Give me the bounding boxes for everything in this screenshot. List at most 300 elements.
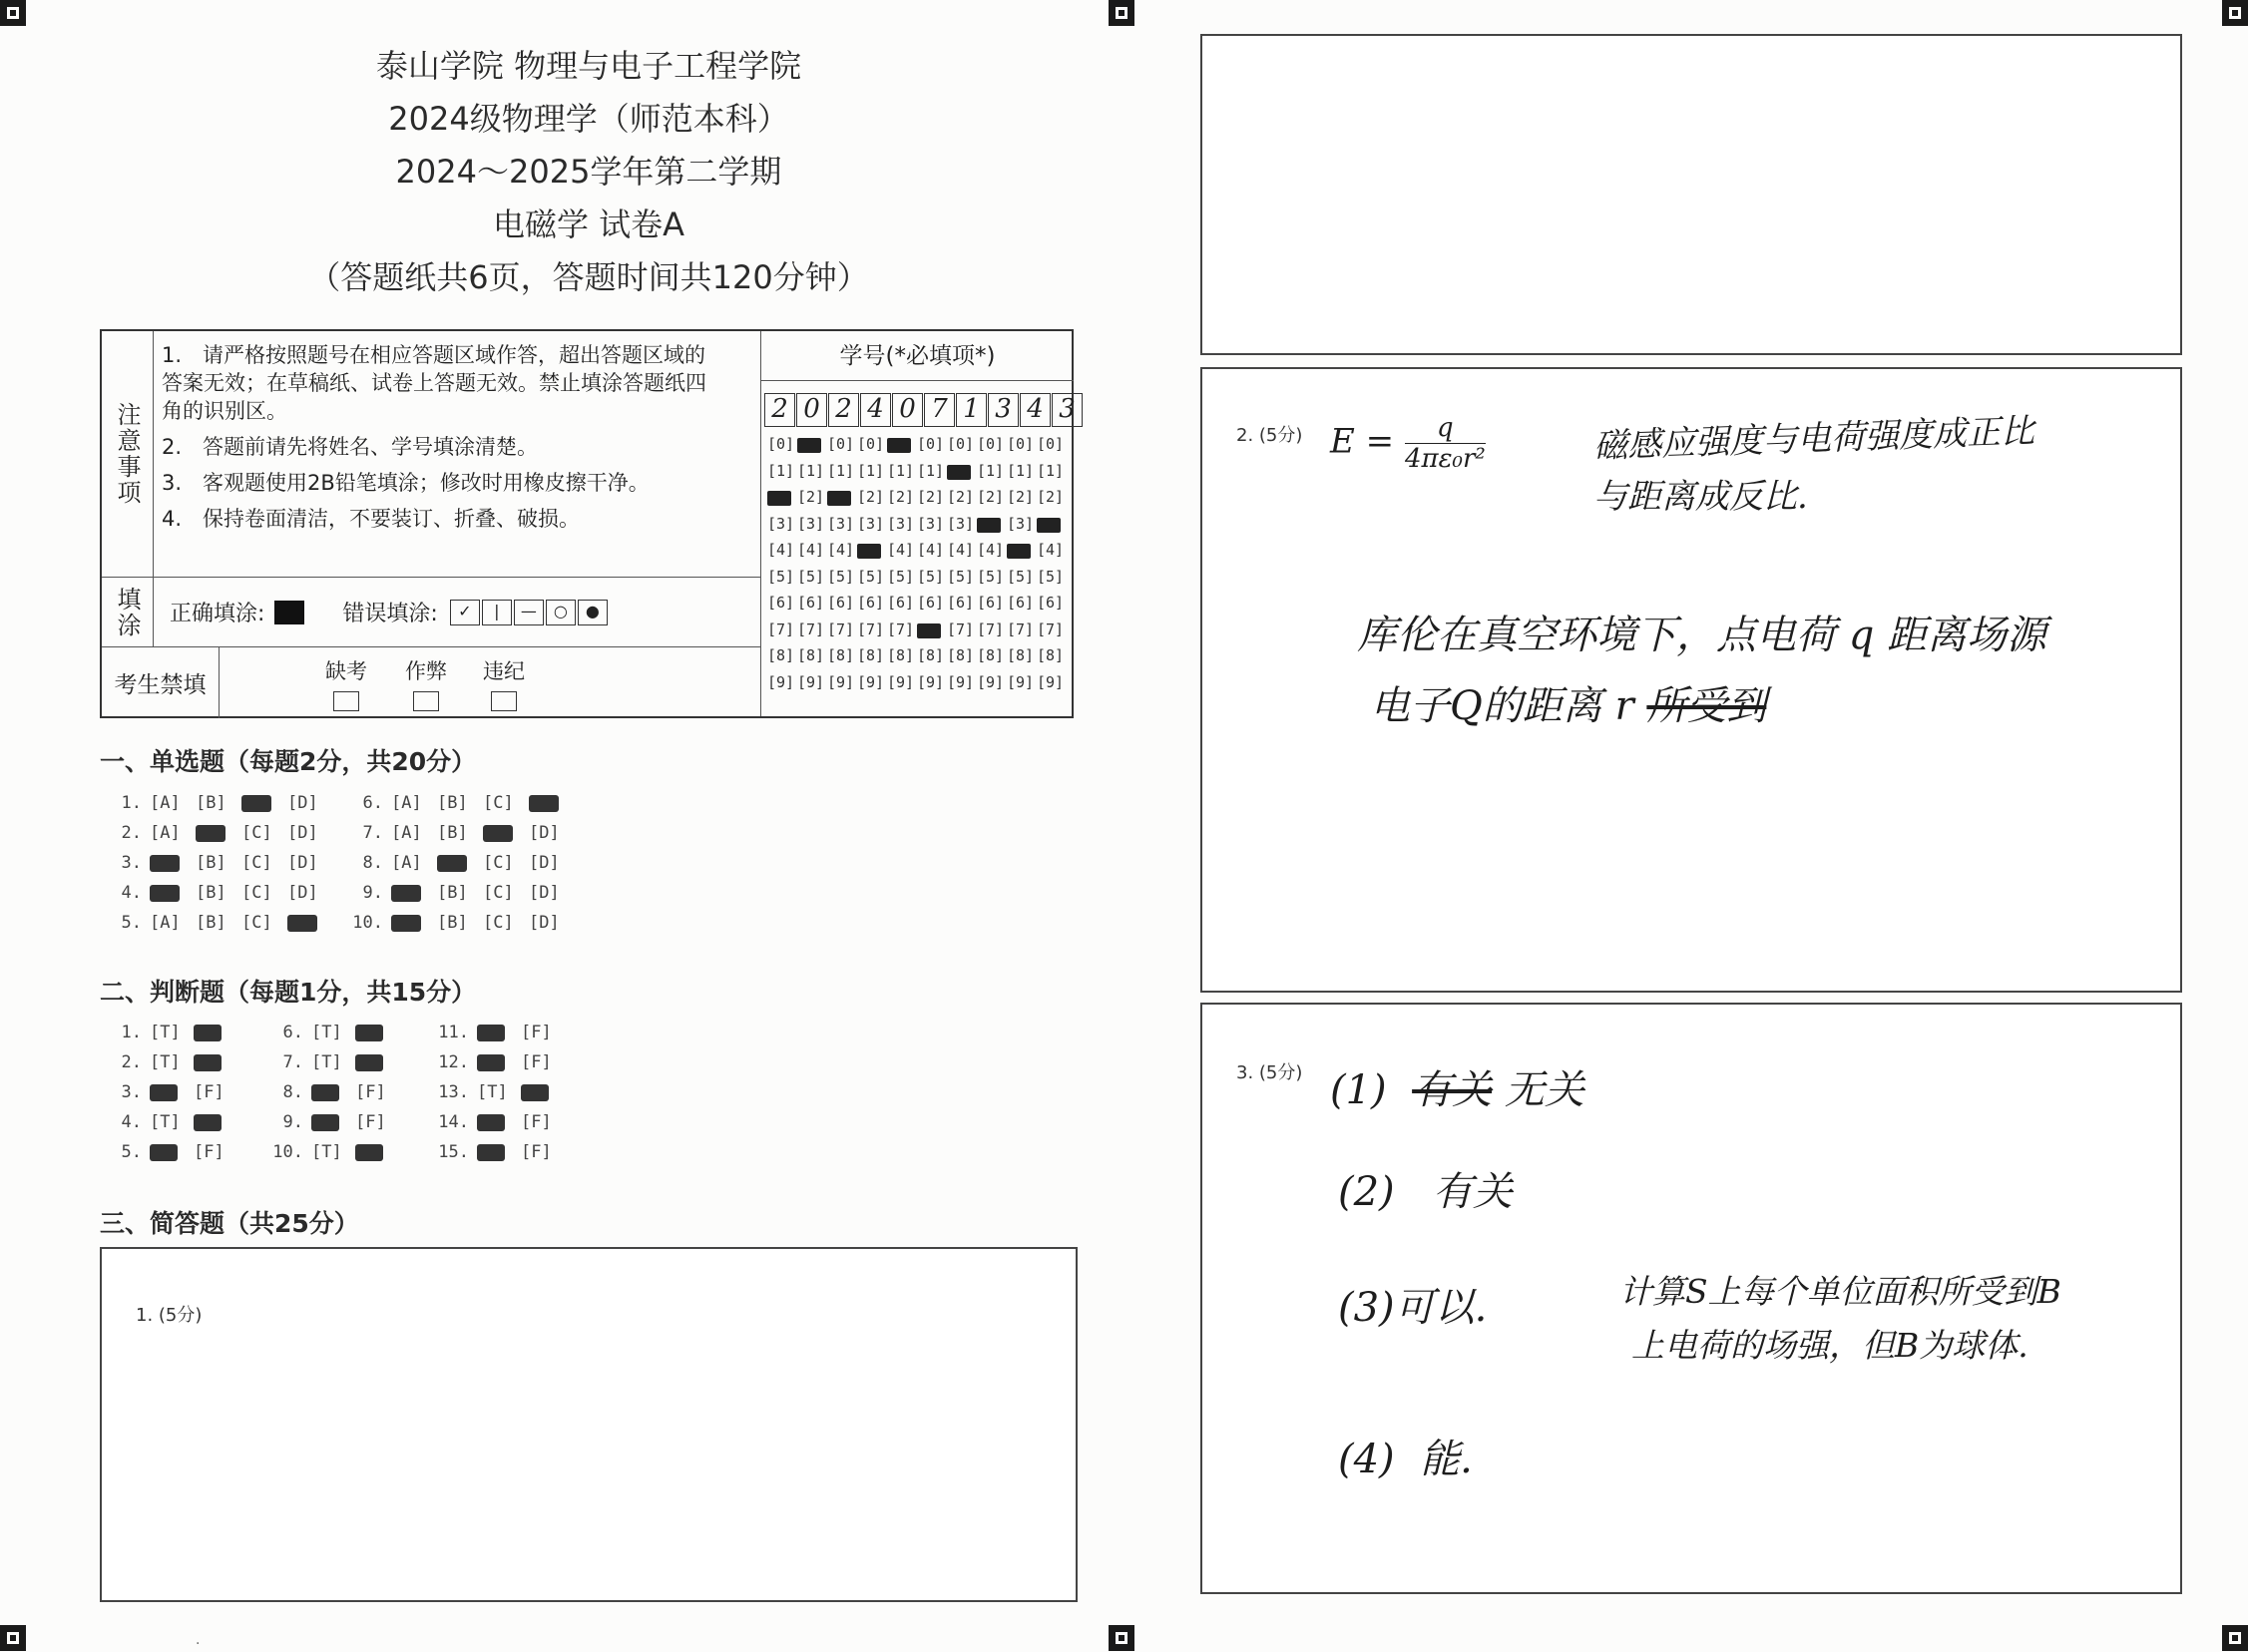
option-filled[interactable] [241,795,271,812]
bubble[interactable]: [8] [1007,646,1035,664]
note-item: 1. 请严格按照题号在相应答题区域作答，超出答题区域的答案无效；在草稿纸、试卷上答题无效。禁止填涂答题纸四角的识别区。 [162,343,706,423]
section3-title: 三、简答题（共25分） [100,1209,359,1238]
check-mark-icon: ✓ [450,600,480,625]
bubble[interactable]: [1] [1037,461,1065,480]
bubble[interactable]: [8] [887,646,915,664]
bubble[interactable]: [9] [827,672,855,691]
bubble[interactable]: [1] [887,461,915,480]
option-bubble[interactable]: [D] [287,793,318,813]
formula-fraction: $\frac{q}{\text{4πε₀r²}}$ [1404,413,1486,474]
bubble[interactable]: [1] [1007,461,1035,480]
bubble[interactable]: [7] [1007,620,1035,638]
question-row [108,1137,237,1167]
bubble[interactable]: [7] [977,620,1005,638]
bubble[interactable]: [1] [917,461,945,480]
bubble[interactable]: [4] [947,541,975,559]
bubble[interactable]: [7] [797,620,825,638]
bubble[interactable]: [6] [947,594,975,612]
option-bubble[interactable]: [C] [241,883,272,903]
bubble[interactable]: [8] [797,646,825,664]
question-number: 15. [438,1142,469,1162]
bubble[interactable]: [8] [767,646,795,664]
option-bubble[interactable]: [A] [150,793,181,813]
question-number: 2. [121,1052,142,1072]
student-id-digits [764,393,1084,427]
bubble[interactable]: [5] [857,567,885,586]
mc-column-left [108,788,333,938]
q3-answer-3-note-line1: 计算S上每个单位面积所受到B [1619,1272,2061,1311]
option-bubble[interactable]: [B] [196,793,226,813]
bubble[interactable]: [4] [797,541,825,559]
option-bubble[interactable]: [D] [287,853,318,873]
bubble[interactable]: [0] [857,435,885,453]
corner-marker-bottom-mid [1109,1625,1134,1651]
option-filled[interactable] [194,1054,222,1071]
vertical-line-icon: | [482,600,512,625]
bubble[interactable]: [4] [1037,541,1065,559]
bubble[interactable]: [1] [977,461,1005,480]
bubble[interactable]: [9] [887,672,915,691]
school-name: 泰山学院 物理与电子工程学院 [375,47,802,85]
q2-answer-box[interactable] [1200,367,2182,993]
option-bubble[interactable]: [F] [521,1052,552,1072]
question-row [269,1018,399,1047]
bubble[interactable]: [7] [1037,620,1065,638]
q2-answer-line2: 与距离成反比. [1593,477,1808,517]
bubble[interactable]: [6] [887,594,915,612]
option-bubble[interactable]: [A] [150,823,181,843]
option-bubble[interactable]: [D] [529,823,560,843]
checkbox[interactable] [491,691,517,711]
question-row [349,878,575,908]
option-filled[interactable] [437,855,467,872]
option-filled[interactable] [150,885,180,902]
question-number: 12. [438,1052,469,1072]
option-bubble[interactable]: [C] [241,823,272,843]
question-number: 1. [121,793,142,813]
question-number: 6. [282,1023,303,1042]
option-bubble[interactable]: [B] [437,823,468,843]
bubble[interactable]: [9] [917,672,945,691]
question-number: 9. [282,1112,303,1132]
option-filled[interactable] [355,1144,383,1161]
bubble[interactable]: [7] [857,620,885,638]
bubble[interactable]: [3] [887,514,915,533]
question-row [435,1077,565,1107]
bubble[interactable]: [3] [857,514,885,533]
option-bubble[interactable]: [C] [483,853,514,873]
q3-answer-1: (1) 有关 无关 [1330,1067,1584,1113]
bubble[interactable]: [4] [917,541,945,559]
id-digit: 4 [1020,393,1051,427]
bubble[interactable]: [8] [947,646,975,664]
wrong-fill-samples [448,600,608,625]
bubble[interactable]: [9] [797,672,825,691]
note-item: 4. 保持卷面清洁，不要装订、折叠、破损。 [162,507,581,531]
question-row [269,1047,399,1077]
option-filled[interactable] [355,1025,383,1041]
q2-answer-line3: 库伦在真空环境下，点电荷 q 距离场源 [1357,613,2047,658]
option-filled[interactable] [150,855,180,872]
option-bubble[interactable]: [T] [311,1052,342,1072]
bubble[interactable]: [5] [797,567,825,586]
bubble[interactable]: [1] [857,461,885,480]
bubble[interactable]: [9] [947,672,975,691]
section2-title: 二、判断题（每题1分，共15分） [100,978,477,1007]
bubble[interactable]: [9] [1007,672,1035,691]
violation-option[interactable]: 违纪 [469,655,539,711]
option-bubble[interactable]: [B] [437,883,468,903]
bubble[interactable]: [6] [977,594,1005,612]
option-bubble[interactable]: [D] [529,913,560,933]
cheat-option[interactable]: 作弊 [391,655,461,711]
absent-option[interactable]: 缺考 [311,655,381,711]
option-filled[interactable] [391,885,421,902]
bubble[interactable]: [2] [797,488,825,506]
question-number: 9. [362,883,383,903]
question-number: 4. [121,1112,142,1132]
option-bubble[interactable]: [B] [437,793,468,813]
scan-speck: · [196,1636,201,1652]
question-row [108,1077,237,1107]
bubble[interactable]: [5] [1007,567,1035,586]
question-number: 5. [121,913,142,933]
bubble-filled[interactable] [887,438,911,453]
bubble[interactable]: [4] [977,541,1005,559]
q2-answer-line4: 电子Q的距离 r 所受到 [1370,683,1767,729]
question-number: 5. [121,1142,142,1162]
option-filled[interactable] [483,825,513,842]
bubble[interactable]: [9] [977,672,1005,691]
id-digit: 2 [764,393,795,427]
option-bubble[interactable]: [A] [391,793,422,813]
bubble[interactable]: [3] [827,514,855,533]
option-bubble[interactable]: [B] [437,913,468,933]
question-number: 3. [121,853,142,873]
bubble-row [767,594,1067,620]
option-filled[interactable] [150,1084,178,1101]
fill-example-row [154,577,760,646]
bubble-row [767,462,1067,489]
option-filled[interactable] [529,795,559,812]
bubble[interactable]: [2] [917,488,945,506]
bubble[interactable]: [3] [917,514,945,533]
student-id-block [760,331,1074,716]
option-bubble[interactable]: [D] [287,823,318,843]
bubble-row [767,515,1067,542]
question-row [108,878,333,908]
option-filled[interactable] [477,1025,505,1041]
option-filled[interactable] [521,1084,549,1101]
bubble-filled[interactable] [917,623,941,638]
option-filled[interactable] [477,1114,505,1131]
q3-label: 3. (5分) [1236,1062,1303,1083]
q2-answer-line1: 磁感应强度与电荷强度成正比 [1592,411,2035,467]
class-name: 2024级物理学（师范本科） [388,100,789,138]
bubble[interactable]: [5] [977,567,1005,586]
option-bubble[interactable]: [T] [150,1112,181,1132]
q3-answer-3-note-line2: 上电荷的场强，但B为球体. [1631,1326,2028,1365]
option-filled[interactable] [355,1054,383,1071]
bubble[interactable]: [6] [1007,594,1035,612]
bubble[interactable]: [6] [767,594,795,612]
bubble[interactable]: [9] [767,672,795,691]
q3-answer-4: (4) 能. [1338,1437,1473,1482]
corner-marker-top-left [0,0,26,26]
q1-label: 1. (5分) [136,1305,203,1326]
question-row [269,1107,399,1137]
continuation-answer-box[interactable] [1200,34,2182,355]
circle-icon: ○ [546,600,576,625]
bubble[interactable]: [0] [947,435,975,453]
bubble[interactable]: [3] [947,514,975,533]
question-row [349,788,575,818]
bubble-filled[interactable] [1007,544,1031,559]
option-bubble[interactable]: [F] [521,1142,552,1162]
option-bubble[interactable]: [C] [483,913,514,933]
bubble[interactable]: [9] [1037,672,1065,691]
q2-label: 2. (5分) [1236,425,1303,446]
bubble[interactable]: [1] [827,461,855,480]
question-row [349,908,575,938]
question-row [435,1137,565,1167]
option-filled[interactable] [287,915,317,932]
bubble[interactable]: [4] [887,541,915,559]
bubble[interactable]: [8] [827,646,855,664]
exam-header [100,40,1078,304]
bubble[interactable]: [3] [1007,514,1035,533]
question-number: 8. [282,1082,303,1102]
option-bubble[interactable]: [T] [311,1023,342,1042]
option-filled[interactable] [311,1084,339,1101]
question-number: 7. [362,823,383,843]
option-bubble[interactable]: [A] [150,913,181,933]
bubble[interactable]: [1] [767,461,795,480]
forbid-label: 考生禁填 [102,646,220,718]
tf-column-2 [269,1018,399,1167]
bubble[interactable]: [5] [887,567,915,586]
option-filled[interactable] [391,915,421,932]
question-row [108,788,333,818]
checkbox[interactable] [333,691,359,711]
question-row [108,1107,237,1137]
option-bubble[interactable]: [T] [477,1082,508,1102]
option-filled[interactable] [150,1144,178,1161]
question-number: 7. [282,1052,303,1072]
wrong-fill-label: 错误填涂: [342,602,438,626]
bubble[interactable]: [8] [1037,646,1065,664]
bubble[interactable]: [2] [1007,488,1035,506]
option-bubble[interactable]: [T] [150,1023,181,1042]
bubble[interactable]: [2] [857,488,885,506]
question-number: 14. [438,1112,469,1132]
bubble-filled[interactable] [827,491,851,506]
question-row [108,1047,237,1077]
struck-text: 所受到 [1646,683,1767,729]
notes-label: 注意事项 [102,331,154,577]
bubble[interactable]: [7] [947,620,975,638]
forbid-options [220,646,760,718]
bubble[interactable]: [6] [797,594,825,612]
bubble[interactable]: [4] [767,541,795,559]
fill-label: 填涂 [102,577,154,646]
bubble[interactable]: [5] [917,567,945,586]
bubble[interactable]: [4] [827,541,855,559]
option-bubble[interactable]: [D] [529,883,560,903]
option-filled[interactable] [311,1114,339,1131]
option-bubble[interactable]: [F] [194,1082,225,1102]
bubble-row [767,568,1067,595]
question-row [108,908,333,938]
bubble-filled[interactable] [947,465,971,480]
bubble[interactable]: [6] [857,594,885,612]
bubble-row [767,620,1067,647]
bubble-filled[interactable] [767,491,791,506]
id-digit: 0 [796,393,827,427]
option-bubble[interactable]: [F] [521,1023,552,1042]
option-filled[interactable] [477,1054,505,1071]
bubble[interactable]: [5] [827,567,855,586]
dot-icon [578,600,608,625]
option-bubble[interactable]: [F] [194,1142,225,1162]
question-number: 3. [121,1082,142,1102]
q3-answer-2: (2) 有关 [1338,1169,1513,1215]
id-digit: 2 [828,393,859,427]
note-item: 2. 答题前请先将姓名、学号填涂清楚。 [162,435,539,459]
bubble-filled[interactable] [1037,518,1061,533]
bubble-filled[interactable] [797,438,821,453]
bubble[interactable]: [3] [797,514,825,533]
bubble[interactable]: [0] [827,435,855,453]
option-bubble[interactable]: [T] [150,1052,181,1072]
bubble[interactable]: [2] [977,488,1005,506]
bubble-filled[interactable] [977,518,1001,533]
tf-column-1 [108,1018,237,1167]
bubble[interactable]: [3] [767,514,795,533]
exam-info: （答题纸共6页，答题时间共120分钟） [308,258,869,296]
q2-formula: E = $\frac{q}{\text{4πε₀r²}}$ [1330,413,1486,474]
bubble-row [767,646,1067,673]
q1-answer-box[interactable] [100,1247,1078,1602]
bubble[interactable]: [8] [857,646,885,664]
bubble[interactable]: [0] [1037,435,1065,453]
bubble[interactable]: [7] [827,620,855,638]
corner-marker-bottom-right [2222,1625,2248,1651]
option-bubble[interactable]: [F] [355,1082,386,1102]
bubble[interactable]: [7] [767,620,795,638]
bubble[interactable]: [0] [977,435,1005,453]
question-row [435,1018,565,1047]
id-digit: 3 [988,393,1019,427]
option-filled[interactable] [194,1114,222,1131]
question-row [108,818,333,848]
option-bubble[interactable]: [A] [391,823,422,843]
bubble[interactable]: [5] [767,567,795,586]
question-number: 10. [352,913,383,933]
q3-answer-box[interactable] [1200,1003,2182,1594]
horizontal-line-icon: — [514,600,544,625]
question-number: 4. [121,883,142,903]
bubble-filled[interactable] [857,544,881,559]
bubble-row [767,673,1067,700]
option-bubble[interactable]: [F] [521,1112,552,1132]
bubble-row [767,435,1067,462]
option-bubble[interactable]: [C] [241,913,272,933]
option-filled[interactable] [194,1025,222,1041]
id-digit: 7 [924,393,955,427]
checkbox[interactable] [413,691,439,711]
exam-title: 电磁学 试卷A [492,206,685,243]
question-number: 10. [272,1142,303,1162]
question-row [269,1077,399,1107]
bubble[interactable]: [8] [977,646,1005,664]
question-number: 13. [438,1082,469,1102]
id-digit: 0 [892,393,923,427]
bubble[interactable]: [2] [947,488,975,506]
student-id-bubbles [767,435,1067,699]
question-number: 1. [121,1023,142,1042]
option-bubble[interactable]: [A] [391,853,422,873]
bubble[interactable]: [1] [797,461,825,480]
bubble[interactable]: [6] [827,594,855,612]
option-bubble[interactable]: [C] [483,793,514,813]
section1-title: 一、单选题（每题2分，共20分） [100,747,477,776]
bubble[interactable]: [0] [767,435,795,453]
option-bubble[interactable]: [D] [529,853,560,873]
option-bubble[interactable]: [C] [483,883,514,903]
bubble[interactable]: [8] [917,646,945,664]
bubble[interactable]: [0] [917,435,945,453]
bubble-row [767,488,1067,515]
bubble[interactable]: [6] [917,594,945,612]
option-bubble[interactable]: [B] [196,913,226,933]
id-digit: 1 [956,393,987,427]
q3-answer-3: (3)可以. [1338,1285,1488,1331]
question-number: 11. [438,1023,469,1042]
question-number: 2. [121,823,142,843]
corner-marker-top-mid [1109,0,1134,26]
question-row [435,1107,565,1137]
option-bubble[interactable]: [C] [241,853,272,873]
option-filled[interactable] [477,1144,505,1161]
question-row [108,848,333,878]
option-bubble[interactable]: [B] [196,883,226,903]
bubble[interactable]: [9] [857,672,885,691]
bubble[interactable]: [6] [1037,594,1065,612]
option-filled[interactable] [196,825,225,842]
correct-fill-label: 正确填涂: [170,602,265,626]
bubble[interactable]: [5] [1037,567,1065,586]
bubble[interactable]: [0] [1007,435,1035,453]
bubble[interactable]: [2] [1037,488,1065,506]
id-digit: 3 [1052,393,1083,427]
question-row [108,1018,237,1047]
id-digit: 4 [860,393,891,427]
mc-column-right [349,788,575,938]
bubble[interactable]: [2] [887,488,915,506]
option-bubble[interactable]: [D] [287,883,318,903]
student-id-title: 学号(*必填项*) [761,331,1074,381]
notes-text [162,341,710,541]
option-bubble[interactable]: [F] [355,1112,386,1132]
bubble[interactable]: [5] [947,567,975,586]
option-bubble[interactable]: [B] [196,853,226,873]
question-row [435,1047,565,1077]
bubble[interactable]: [7] [887,620,915,638]
tf-column-3 [435,1018,565,1167]
correct-fill-sample-icon [274,601,304,624]
option-bubble[interactable]: [T] [311,1142,342,1162]
